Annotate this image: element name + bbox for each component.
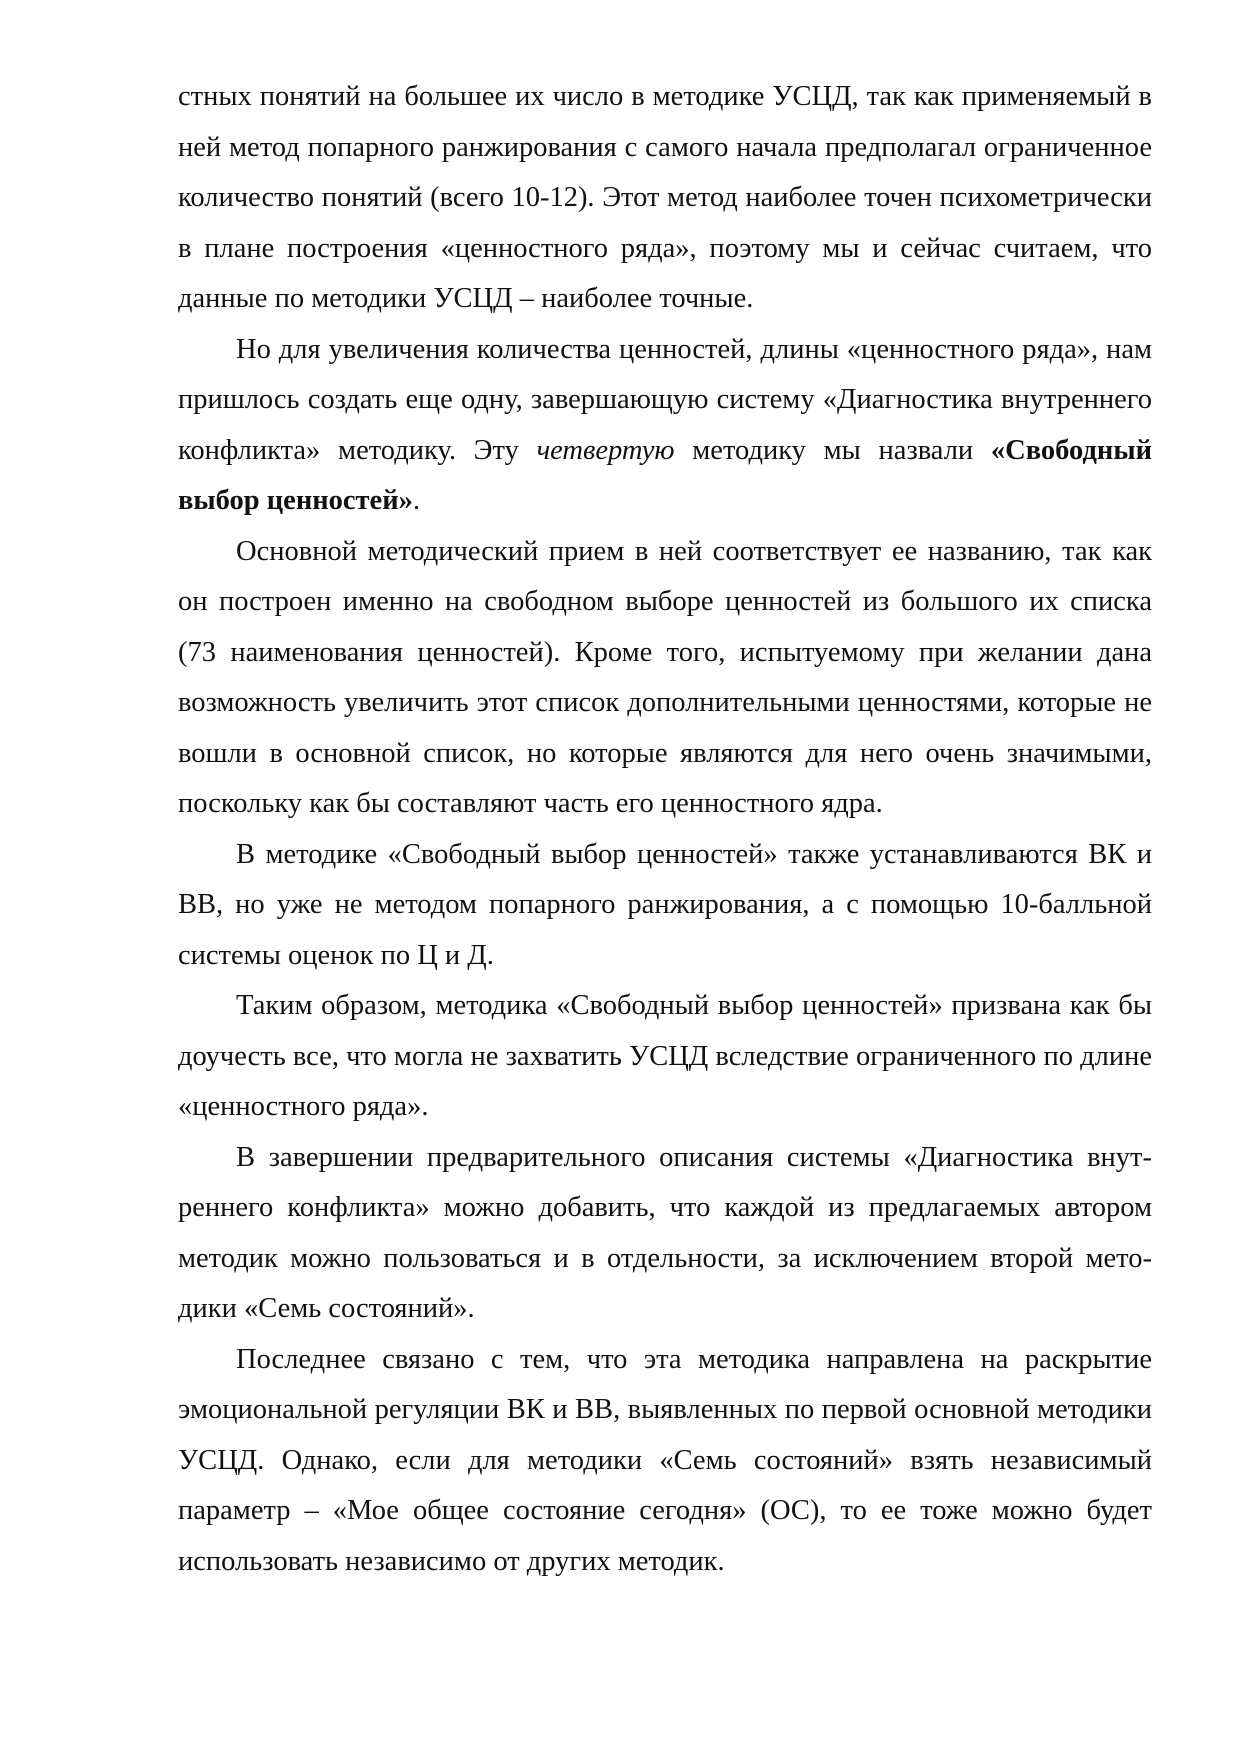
- paragraph-6: В завершении предварительного описания системы «Диагностика внутреннего конфликта» можно добавить, что каждой из предлагаемых автором методик можно пользоваться и в отдельности, за исключением второй методики «Семь состояний».: [178, 1141, 1152, 1324]
- paragraph-4: В методике «Свободный выбор ценностей» также устанавливаются ВК и ВВ, но уже не методом попарного ранжирования, а с помощью 10-балльной системы оценок по Ц и Д.: [178, 838, 1152, 971]
- paragraph-2: [178, 325, 1152, 527]
- paragraph-2-bold-title: «Свободный выбор ценностей»: [178, 434, 1152, 516]
- paragraph-1: стных понятий на большее их число в методике УСЦД, так как применяемый в ней метод попарного ранжирования с самого начала предполагал ограниченное количество понятий (всего 10-12). Этот метод наиболее точен психометрически в плане построения «ценностного ряда», поэтому мы и сейчас считаем, что данные по методики УСЦД – наиболее точные.: [178, 81, 1152, 314]
- paragraph-2-text-c: .: [412, 485, 420, 516]
- document-page: [178, 72, 1152, 1587]
- paragraph-2-text-b: методику мы назвали: [674, 434, 991, 466]
- paragraph-2-italic: четвертую: [536, 434, 675, 466]
- paragraph-7: Последнее связано с тем, что эта методика направлена на раскрытие эмоциональной регуляции ВК и ВВ, выявленных по первой основной методики УСЦД. Однако, если для методики «Семь состояний» взять независимый параметр – «Мое общее состояние сегодня» (ОС), то ее тоже можно будет использовать независимо от других методик.: [178, 1343, 1152, 1577]
- paragraph-2-text-a: Но для увеличения количества ценностей, длины «ценностного ряда», нам пришлось создать еще одну, завершающую систему «Диагностика внутреннего конфликта» методику. Эту: [178, 333, 1152, 466]
- paragraph-3: Основной методический прием в ней соответствует ее названию, так как он построен именно на свободном выборе ценностей из большого их списка (73 наименования ценностей). Кроме того, испытуемому при желании дана возможность увеличить этот список дополнительными ценностями, которые не вошли в основной список, но которые являются для него очень значимыми, поскольку как бы составляют часть его ценностного ядра.: [178, 535, 1152, 819]
- paragraph-5: Таким образом, методика «Свободный выбор ценностей» призвана как бы доучесть все, что могла не захватить УСЦД вследствие ограниченного по длине «ценностного ряда».: [178, 990, 1152, 1122]
